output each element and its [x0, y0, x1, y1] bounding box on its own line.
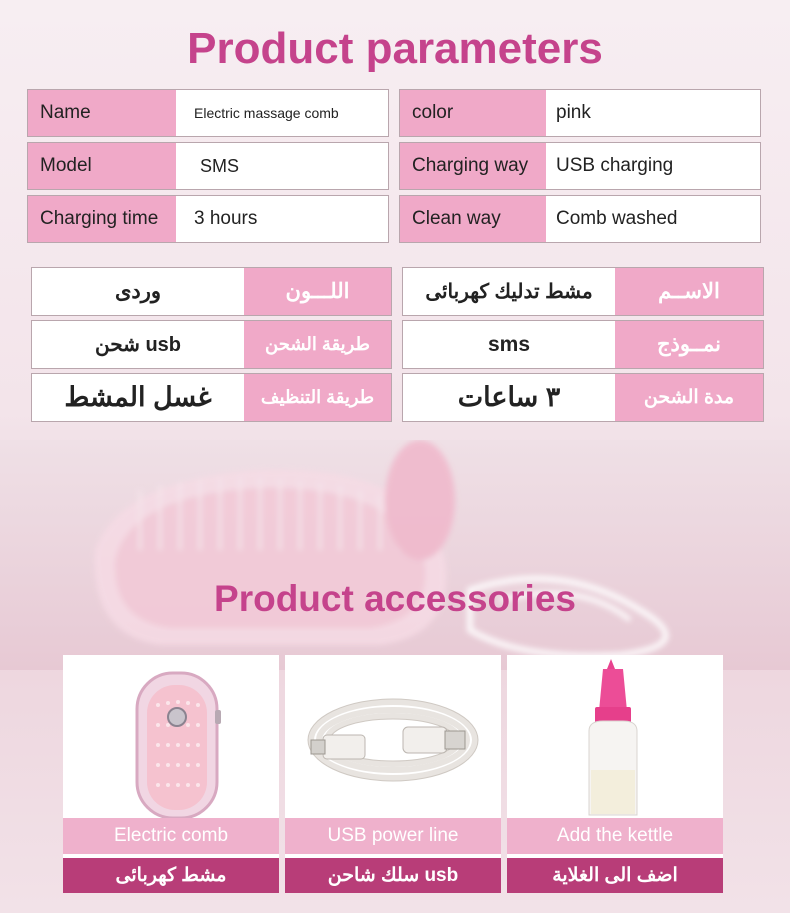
param-ar-row-clean-way — [31, 373, 392, 422]
param-row-charging-way — [399, 142, 761, 190]
accessory-name-ar: مشط كهربائى — [63, 858, 279, 893]
accessory-name: Add the kettle — [507, 818, 723, 854]
param-ar-row-color — [31, 267, 392, 316]
param-ar-value: ٣ ساعات — [403, 374, 615, 421]
blurred-comb-illustration — [0, 440, 790, 670]
parameters-title: Product parameters — [187, 24, 603, 73]
param-ar-value: وردى — [32, 268, 244, 315]
accessory-card-usb — [285, 655, 501, 893]
param-value: SMS — [176, 143, 388, 189]
param-ar-label: طريقة الشحن — [244, 321, 391, 368]
param-ar-label: الاســم — [615, 268, 763, 315]
param-ar-row-charging-time — [402, 373, 764, 422]
bottle-icon — [507, 655, 723, 818]
accessories-title: Product accessories — [214, 578, 576, 619]
param-ar-row-name — [402, 267, 764, 316]
param-label: color — [400, 90, 546, 136]
param-row-clean-way — [399, 195, 761, 243]
param-row-charging-time — [27, 195, 389, 243]
param-value: Comb washed — [546, 196, 760, 242]
param-label: Name — [28, 90, 176, 136]
param-value: Electric massage comb — [176, 90, 388, 136]
param-ar-row-model — [402, 320, 764, 369]
accessory-name-ar: اضف الى الغلاية — [507, 858, 723, 893]
accessory-name: USB power line — [285, 818, 501, 854]
background-product-photo — [0, 440, 790, 670]
param-ar-label: نمــوذج — [615, 321, 763, 368]
param-label: Charging way — [400, 143, 546, 189]
param-value: 3 hours — [176, 196, 388, 242]
accessory-name: Electric comb — [63, 818, 279, 854]
accessory-name-ar: سلك شاحن usb — [285, 858, 501, 893]
accessory-card-bottle — [507, 655, 723, 893]
param-ar-label: اللـــون — [244, 268, 391, 315]
param-row-name — [27, 89, 389, 137]
param-ar-value: غسل المشط — [32, 374, 244, 421]
param-label: Charging time — [28, 196, 176, 242]
comb-icon — [63, 655, 279, 818]
param-ar-value: مشط تدليك كهربائى — [403, 268, 615, 315]
accessory-card-comb — [63, 655, 279, 893]
param-value: USB charging — [546, 143, 760, 189]
param-ar-label: طريقة التنظيف — [244, 374, 391, 421]
param-row-color — [399, 89, 761, 137]
usb-cable-icon — [285, 655, 501, 818]
param-ar-value: sms — [403, 321, 615, 368]
param-ar-row-charging-way — [31, 320, 392, 369]
param-value: pink — [546, 90, 760, 136]
param-label: Model — [28, 143, 176, 189]
param-label: Clean way — [400, 196, 546, 242]
param-ar-label: مدة الشحن — [615, 374, 763, 421]
param-ar-value: شحن usb — [32, 321, 244, 368]
param-row-model — [27, 142, 389, 190]
